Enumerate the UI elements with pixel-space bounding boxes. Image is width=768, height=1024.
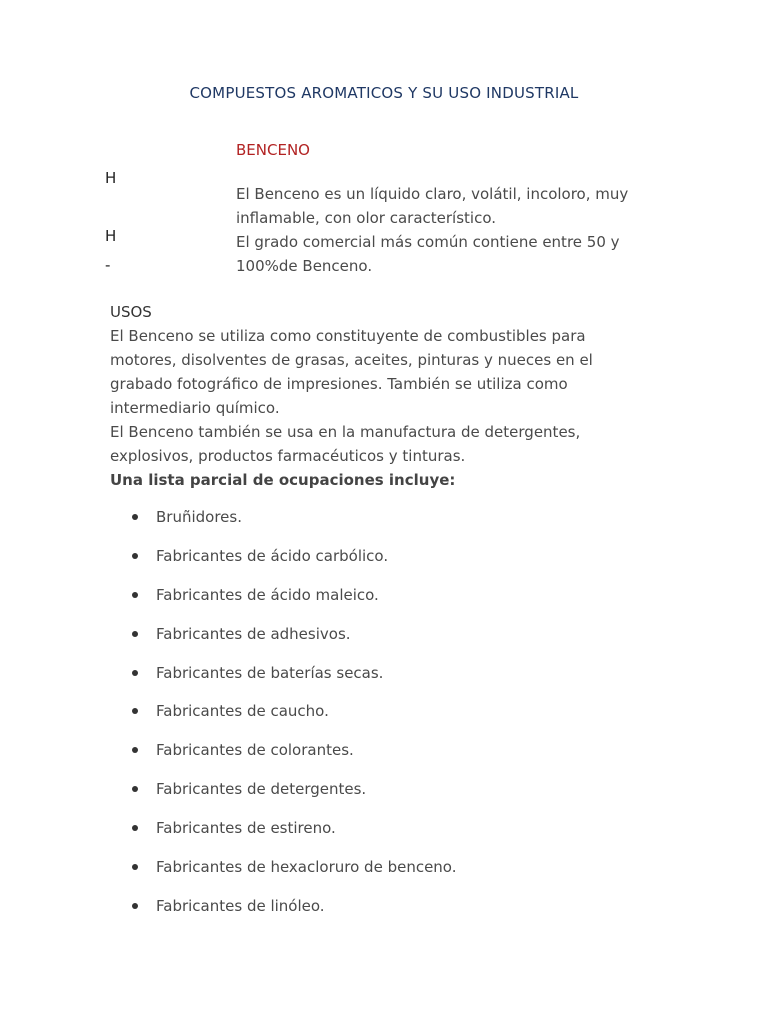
list-item <box>110 811 650 850</box>
list-item <box>110 772 650 811</box>
list-item-text: Bruñidores. <box>156 508 242 526</box>
list-item <box>110 850 650 889</box>
bullet-icon <box>132 747 138 753</box>
uses-paragraph: El Benceno también se usa en la manufactura de detergentes, explosivos, productos farmacéuticos y tinturas. <box>110 423 581 465</box>
bullet-icon <box>132 670 138 676</box>
list-item-text: Fabricantes de estireno. <box>156 819 336 838</box>
list-item-text: Fabricantes de linóleo. <box>156 896 325 915</box>
stray-mark: H <box>105 227 117 245</box>
bullet-icon <box>132 825 138 831</box>
list-item <box>110 656 650 695</box>
occupations-intro: Una lista parcial de ocupaciones incluye: <box>110 471 456 489</box>
uses-heading: USOS <box>110 303 152 321</box>
list-item-text: Fabricantes de baterías secas. <box>156 663 384 682</box>
list-item <box>110 500 650 539</box>
list-item-text: Fabricantes de detergentes. <box>156 780 367 799</box>
intro-paragraph <box>236 182 656 278</box>
list-item-text: Fabricantes de caucho. <box>156 702 329 721</box>
intro-line: El Benceno es un líquido claro, volátil, incoloro, muy inflamable, con olor característico. <box>236 185 629 227</box>
list-item <box>110 694 650 733</box>
occupations-list <box>110 500 650 928</box>
intro-line: El grado comercial más común contiene entre 50 y 100%de Benceno. <box>236 233 620 275</box>
bullet-icon <box>132 864 138 870</box>
list-item <box>110 617 650 656</box>
stray-mark: H <box>105 169 117 187</box>
list-item <box>110 889 650 928</box>
list-item-text: Fabricantes de ácido carbólico. <box>156 546 389 565</box>
list-item <box>110 539 650 578</box>
list-item <box>110 578 650 617</box>
bullet-icon <box>132 786 138 792</box>
bullet-icon <box>132 592 138 598</box>
document-title: COMPUESTOS AROMATICOS Y SU USO INDUSTRIAL <box>189 84 579 102</box>
list-item-text: Fabricantes de adhesivos. <box>156 624 351 643</box>
bullet-icon <box>132 903 138 909</box>
bullet-icon <box>132 631 138 637</box>
bullet-icon <box>132 708 138 714</box>
list-item-text: Fabricantes de colorantes. <box>156 741 354 760</box>
uses-paragraph: El Benceno se utiliza como constituyente de combustibles para motores, disolventes de grasas, aceites, pinturas y nueces en el grabado fotográfico de impresiones. También se utiliza como intermediario químico. <box>110 327 593 417</box>
section-heading-benceno: BENCENO <box>236 141 310 159</box>
list-item-text: Fabricantes de hexacloruro de benceno. <box>156 858 457 877</box>
bullet-icon <box>132 553 138 559</box>
bullet-icon <box>132 514 138 520</box>
stray-mark: - <box>105 256 111 274</box>
list-item <box>110 733 650 772</box>
uses-section <box>110 300 650 492</box>
list-item-text: Fabricantes de ácido maleico. <box>156 585 379 604</box>
